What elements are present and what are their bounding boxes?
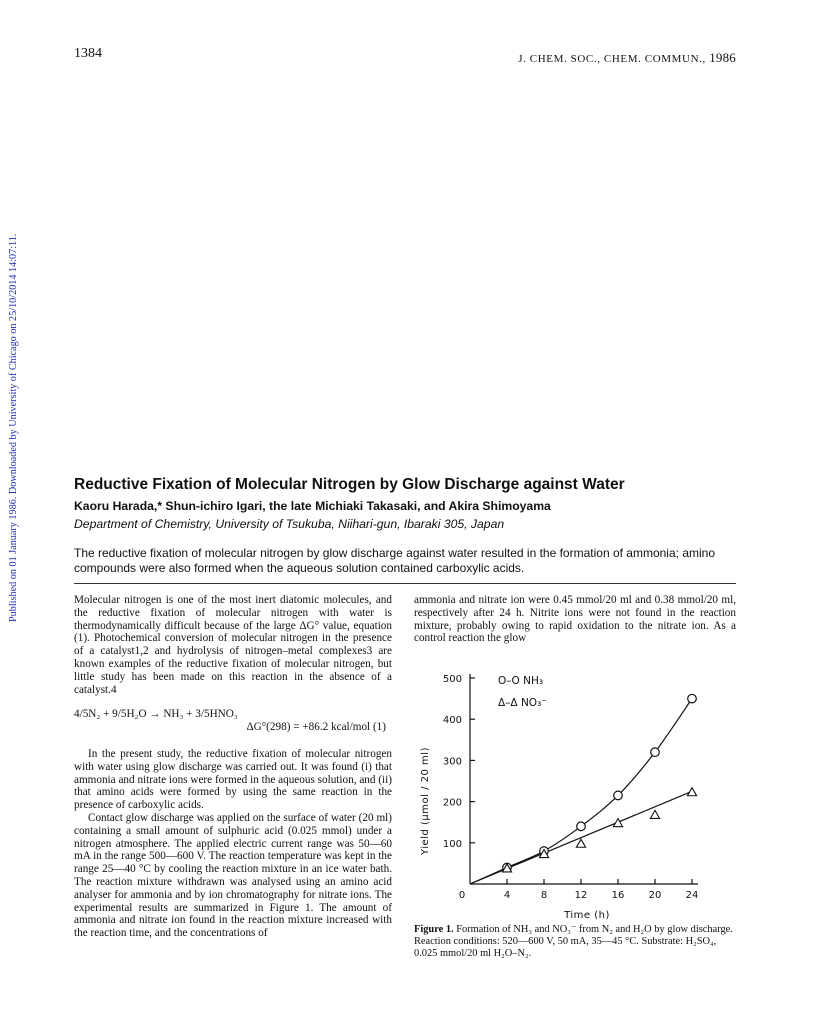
article-authors: Kaoru Harada,* Shun-ichiro Igari, the late Michiaki Takasaki, and Akira Shimoyama (74, 499, 551, 513)
y-tick-label: 400 (442, 715, 462, 727)
figure-caption-label: Figure 1. (414, 924, 454, 935)
article-affiliation: Department of Chemistry, University of Tsukuba, Niihari-gun, Ibaraki 305, Japan (74, 517, 505, 531)
x-tick-label: 0 (458, 890, 466, 901)
left-column (74, 594, 392, 940)
article-title: Reductive Fixation of Molecular Nitrogen by Glow Discharge against Water (74, 476, 625, 493)
body-paragraph-2: In the present study, the reductive fixation of molecular nitrogen with water using glow discharge was carried out. It was found (i) that ammonia and nitrate ions were formed in the aqueous solution, and (ii) that amino acids were formed by using the same reaction in the presence of carboxylic acids. (74, 747, 392, 812)
legend-no3: Δ–Δ NO₃⁻ (498, 697, 547, 709)
nh3-point (688, 694, 697, 703)
y-axis-title: Yield (µmol / 20 ml) (420, 747, 431, 855)
figure-1-caption (414, 924, 736, 961)
body-paragraph-4: ammonia and nitrate ion were 0.45 mmol/20 ml and 0.38 mmol/20 ml, respectively after 24 h. Nitrite ions were not found in the reaction mixture, probably owing to rapid oxidation to the nitrate ion. As a control reaction the glow (414, 594, 736, 645)
article-abstract: The reductive fixation of molecular nitrogen by glow discharge against water resulted in the formation of ammonia; amino compounds were also formed when the aqueous solution contained carboxylic acids. (74, 546, 715, 575)
equation-free-energy: ΔG°(298) = +86.2 kcal/mol (1) (246, 721, 386, 734)
y-tick-label: 500 (442, 674, 462, 685)
yield-chart (412, 668, 736, 924)
no3-point (613, 819, 622, 827)
nh3-point (651, 748, 660, 757)
journal-name: J. CHEM. SOC., CHEM. COMMUN., (518, 53, 706, 65)
y-tick-label: 300 (442, 756, 462, 768)
publication-sidebar-note[interactable]: Published on 01 January 1986. Downloaded by University of Chicago on 25/10/2014 14:07:11. (8, 233, 19, 622)
y-tick-label: 200 (442, 797, 462, 809)
journal-year: 1986 (709, 50, 736, 65)
equation-reaction: 4/5N₂ + 9/5H₂O → NH₃ + 3/5HNO₃ (74, 708, 238, 721)
nh3-point (614, 791, 623, 800)
x-tick-label: 8 (540, 890, 548, 901)
x-tick-label: 4 (503, 890, 511, 901)
equation-1 (74, 708, 392, 734)
no3-point (650, 810, 659, 818)
page-number: 1384 (74, 46, 102, 61)
figure-1 (412, 668, 736, 924)
legend-nh3: O–O NH₃ (498, 675, 544, 687)
figure-caption-text: Formation of NH₃ and NO₃⁻ from N₂ and H₂O by glow discharge. Reaction conditions: 520—600 V, 50 mA, 35—45 °C. Substrate: H₂SO₄, 0.025 mmol/20 ml H₂O–N₂. (414, 924, 733, 960)
x-tick-label: 12 (574, 890, 588, 901)
no3-point (687, 788, 696, 796)
x-axis-title: Time (h) (564, 910, 610, 921)
right-column (414, 594, 736, 645)
no3-point (576, 839, 585, 847)
body-paragraph-1: Molecular nitrogen is one of the most inert diatomic molecules, and the reductive fixation of molecular nitrogen with water is thermodynamically difficult because of the large ΔG° value, equation (1). Photochemical conversion of molecular nitrogen in the presence of a catalyst1,2 and hydrolysis of nitrogen–metal complexes3 are known examples of the reductive fixation of molecular nitrogen, but little study has been made on this reaction in the absence of a catalyst.4 (74, 594, 392, 696)
abstract-divider (74, 583, 736, 584)
body-paragraph-3: Contact glow discharge was applied on the surface of water (20 ml) containing a small amount of sulphuric acid (0.025 mmol) under a nitrogen atmosphere. The applied electric current range was 50—60 mA in the range 500—600 V. The reaction temperature was kept in the range 25—40 °C by cooling the reaction mixture in an ice water bath. The reaction mixture withdrawn was analysed using an amino acid analyser for ammonia and by ion chromatography for nitrate ions. The experimental results are summarized in Figure 1. The amount of ammonia and nitrate ion found in the reaction mixture increased with the reaction time, and the concentrations of (74, 811, 392, 940)
running-head (518, 50, 736, 66)
nh3-point (577, 822, 586, 831)
x-tick-label: 24 (685, 890, 699, 901)
x-tick-label: 20 (648, 890, 662, 901)
y-tick-label: 100 (442, 838, 462, 850)
series-nh3-line (470, 699, 692, 884)
x-tick-label: 16 (611, 890, 625, 901)
